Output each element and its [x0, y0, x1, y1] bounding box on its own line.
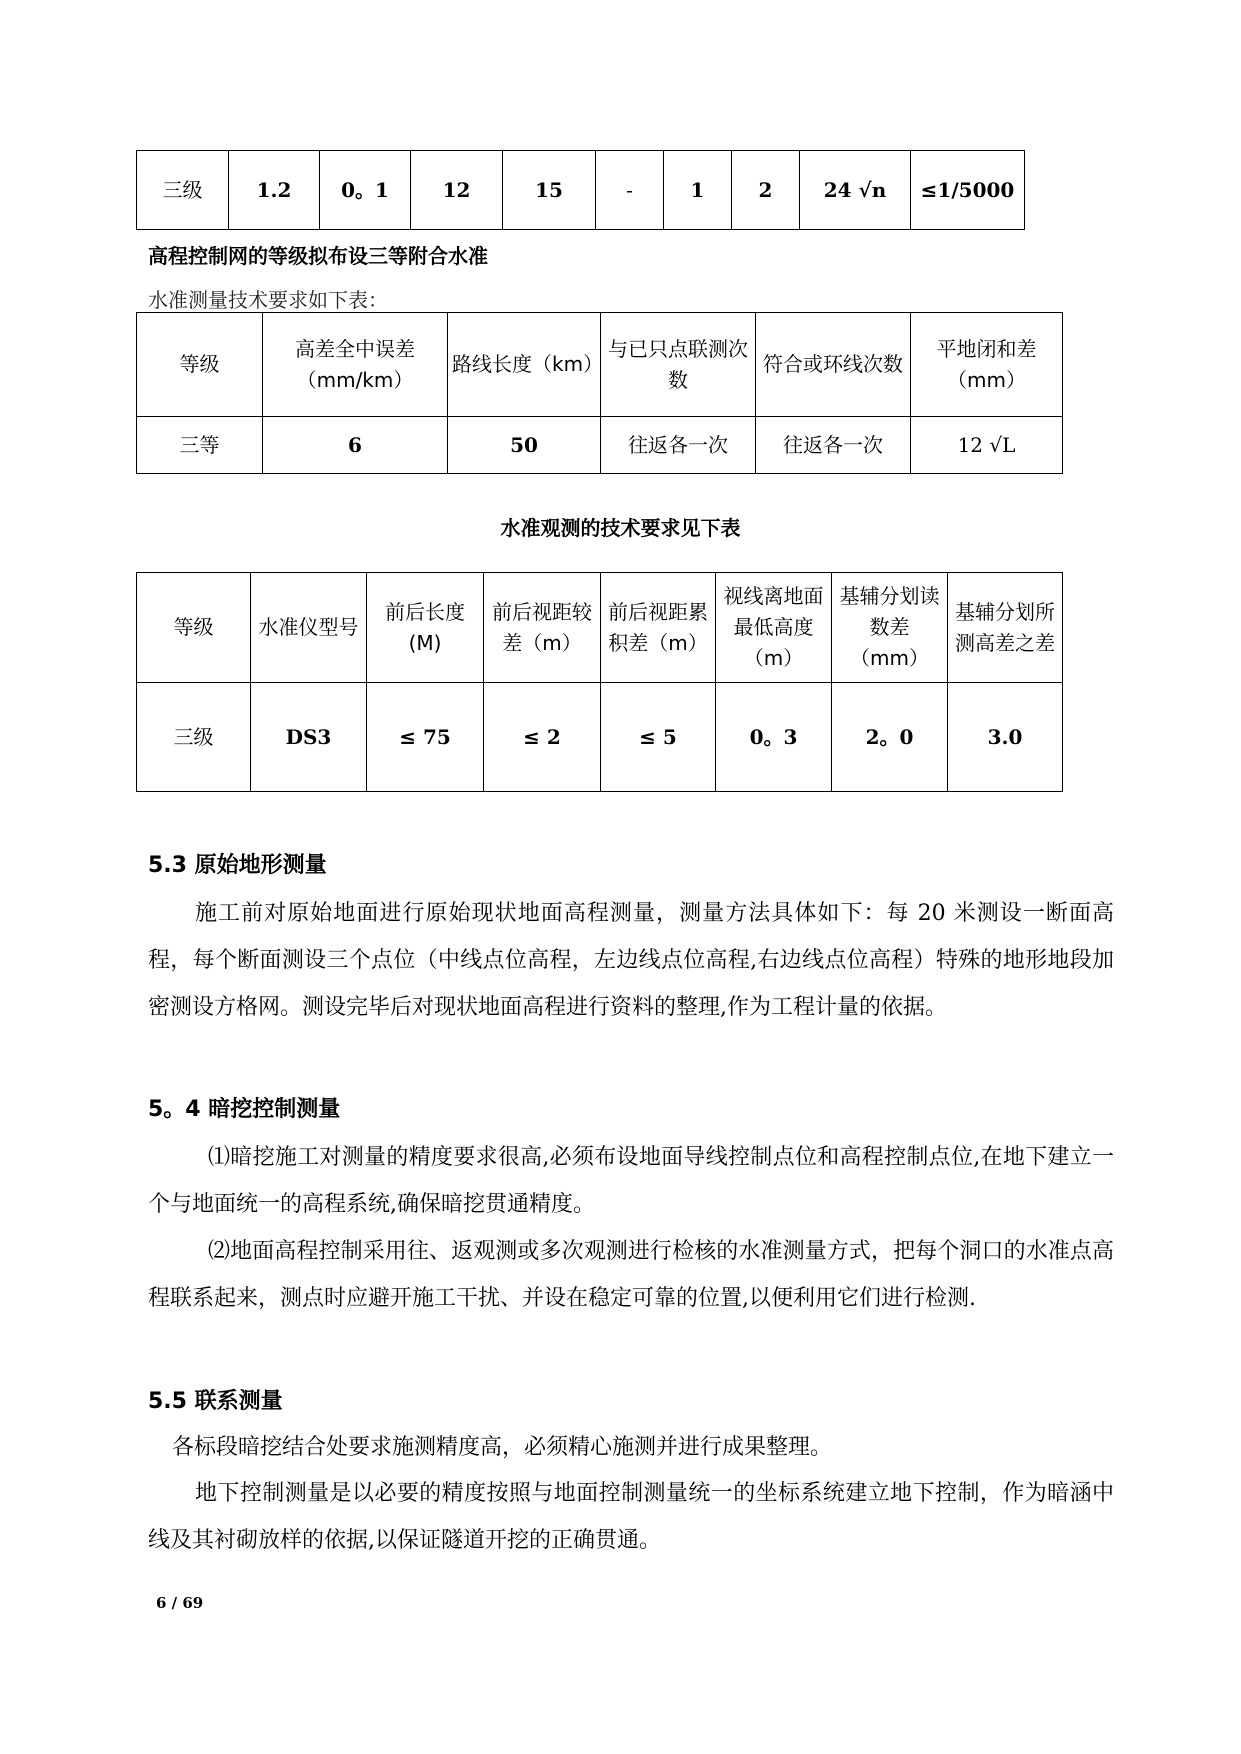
section-heading-5-5: 5.5 联系测量: [148, 1389, 283, 1414]
level-observation-table: [136, 572, 1063, 792]
table-cell: -: [596, 151, 664, 230]
table-header-cell: 前后视距较差（m）: [484, 573, 601, 683]
table-cell: 往返各一次: [601, 417, 756, 474]
table-header-cell: 与已只点联测次数: [601, 313, 756, 417]
table-cell: 2: [732, 151, 800, 230]
leveling-requirements-table: [136, 312, 1063, 474]
table-header-cell: 前后长度(M): [367, 573, 484, 683]
table-cell: 往返各一次: [756, 417, 911, 474]
table-header-cell: 等级: [137, 313, 263, 417]
table-cell: 三级: [137, 151, 229, 230]
paragraph: ⑴暗挖施工对测量的精度要求很高,必须布设地面导线控制点位和高程控制点位,在地下建立一个与地面统一的高程系统,确保暗挖贯通精度。: [148, 1145, 1114, 1217]
table-header-cell: 水准仪型号: [251, 573, 367, 683]
table-cell: 12: [411, 151, 503, 230]
table-cell: 三级: [137, 683, 251, 792]
paragraph: 各标段暗挖结合处要求施测精度高，必须精心施测并进行成果整理。: [172, 1435, 833, 1460]
table-cell: 0。3: [716, 683, 832, 792]
paragraph: ⑵地面高程控制采用往、返观测或多次观测进行检核的水准测量方式，把每个洞口的水准点高程联系起来，测点时应避开施工干扰、并设在稳定可靠的位置,以便利用它们进行检测.: [148, 1239, 1114, 1311]
table-row: [137, 417, 1063, 474]
table3-caption: 水准观测的技术要求见下表: [500, 516, 741, 540]
table-cell: 0。1: [320, 151, 411, 230]
page-number: 6 / 69: [156, 1594, 204, 1612]
table-header-cell: 视线离地面最低高度（m）: [716, 573, 832, 683]
level-tech-intro: 水准测量技术要求如下表：: [148, 288, 388, 312]
level-network-title: 高程控制网的等级拟布设三等附合水准: [148, 244, 488, 268]
table-header-cell: 路线长度（km）: [448, 313, 601, 417]
table-cell: DS3: [251, 683, 367, 792]
table-cell: 2。0: [832, 683, 948, 792]
table-header-cell: 基辅分划所测高差之差: [948, 573, 1063, 683]
table-header-row: [137, 573, 1063, 683]
table-cell: 15: [503, 151, 596, 230]
accuracy-table-continuation: [136, 150, 1025, 230]
table-header-row: [137, 313, 1063, 417]
table-header-cell: 等级: [137, 573, 251, 683]
table-cell: 3.0: [948, 683, 1063, 792]
paragraph: 地下控制测量是以必要的精度按照与地面控制测量统一的坐标系统建立地下控制，作为暗涵中线及其衬砌放样的依据,以保证隧道开挖的正确贯通。: [148, 1481, 1114, 1553]
table-cell: ≤1/5000: [911, 151, 1025, 230]
table-row: [137, 151, 1025, 230]
table-cell: ≤ 5: [601, 683, 716, 792]
table-cell: 1.2: [229, 151, 320, 230]
table-cell: ≤ 75: [367, 683, 484, 792]
table-header-cell: 前后视距累积差（m）: [601, 573, 716, 683]
table-cell: 1: [664, 151, 732, 230]
paragraph: 施工前对原始地面进行原始现状地面高程测量，测量方法具体如下：每 20 米测设一断面高程，每个断面测设三个点位（中线点位高程，左边线点位高程,右边线点位高程）特殊的地形地段加密测设方格网。测设完毕后对现状地面高程进行资料的整理,作为工程计量的依据。: [148, 901, 1114, 1020]
table-header-cell: 平地闭和差（mm）: [911, 313, 1063, 417]
section-heading-5-4: 5。4 暗挖控制测量: [148, 1097, 341, 1122]
section-heading-5-3: 5.3 原始地形测量: [148, 853, 327, 878]
table-cell: 12 √L: [911, 417, 1063, 474]
table-header-cell: 符合或环线次数: [756, 313, 911, 417]
table-cell: 50: [448, 417, 601, 474]
table-cell: 6: [263, 417, 448, 474]
table-cell: 24 √n: [800, 151, 911, 230]
table-cell: 三等: [137, 417, 263, 474]
table-header-cell: 高差全中误差（mm/km）: [263, 313, 448, 417]
table-header-cell: 基辅分划读数差（mm）: [832, 573, 948, 683]
table-cell: ≤ 2: [484, 683, 601, 792]
table-row: [137, 683, 1063, 792]
